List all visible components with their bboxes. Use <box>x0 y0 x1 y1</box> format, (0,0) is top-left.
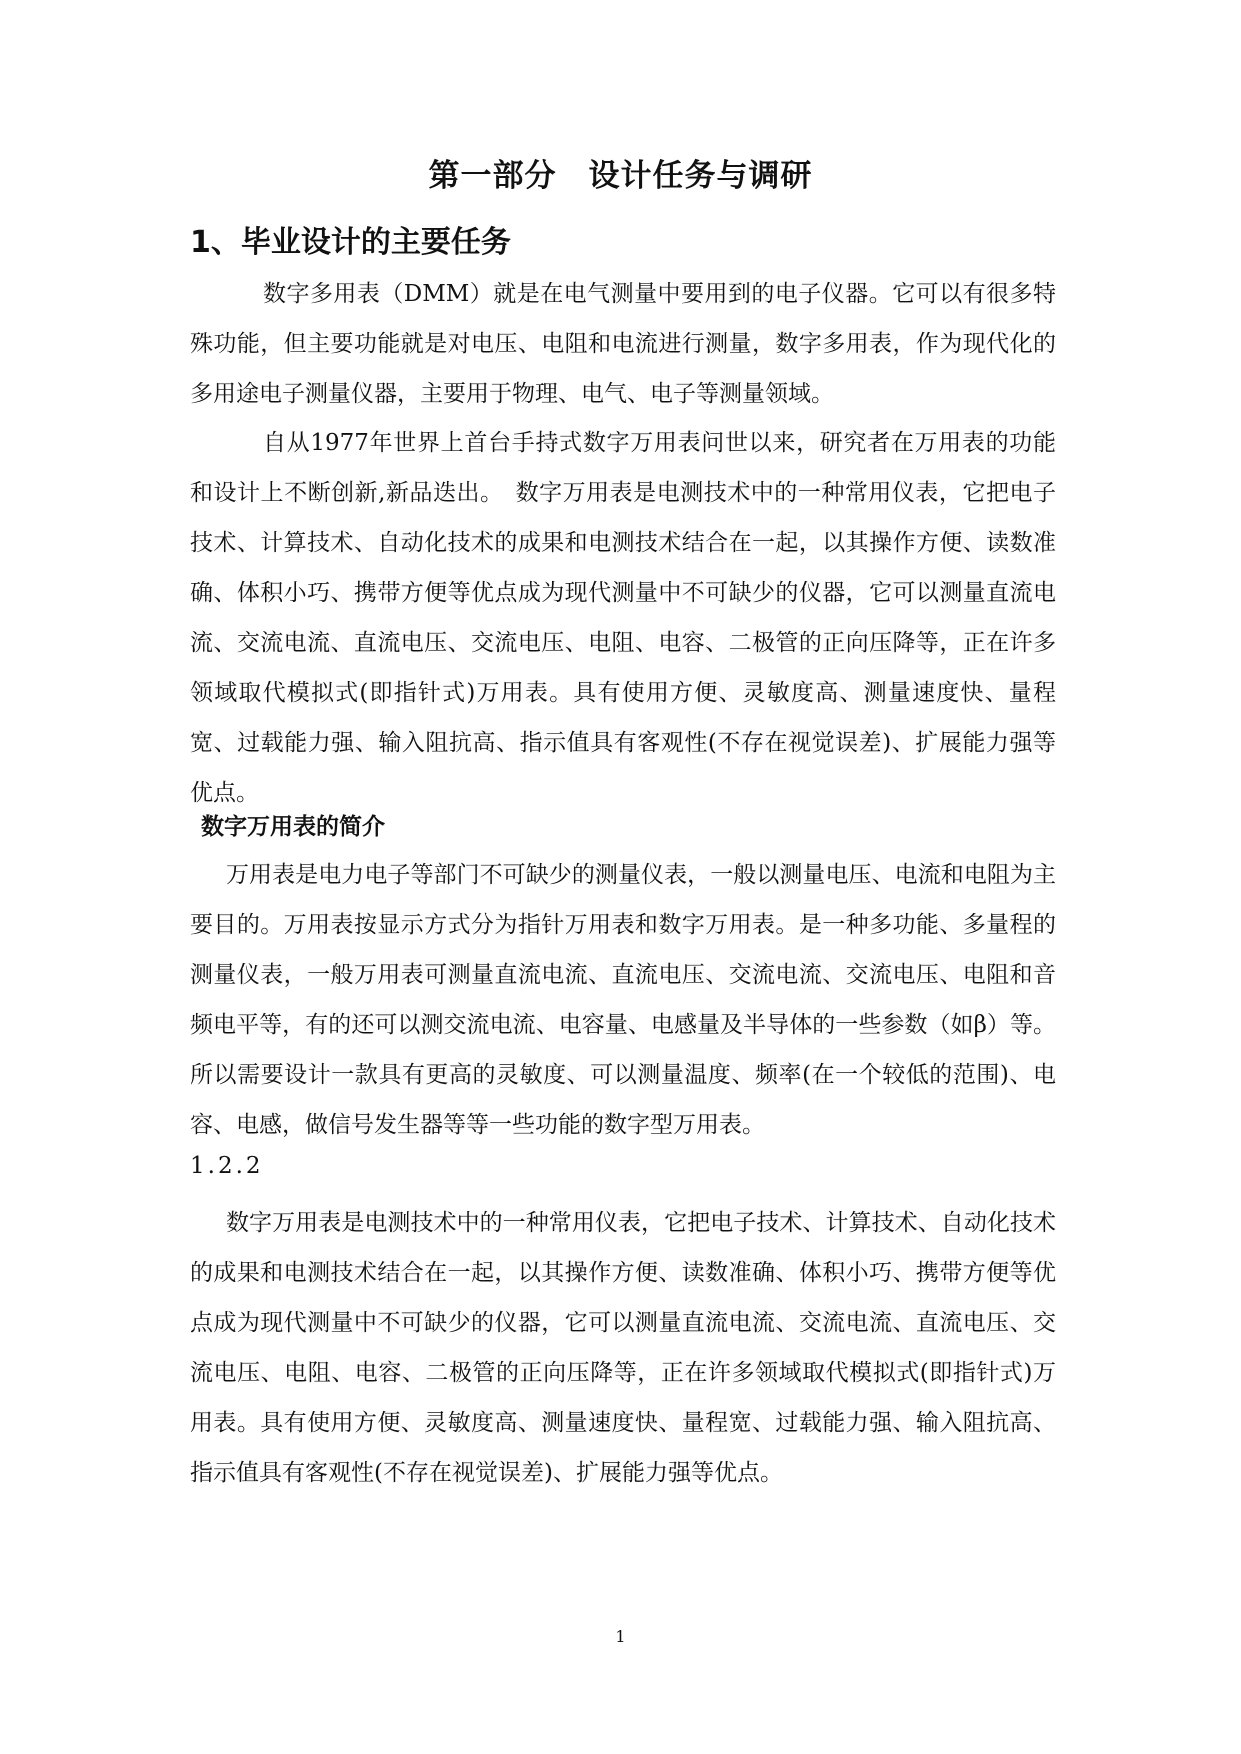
body-paragraph-multimeter-overview: 万用表是电力电子等部门不可缺少的测量仪表，一般以测量电压、电流和电阻为主要目的。万用表按显示方式分为指针万用表和数字万用表。是一种多功能、多量程的测量仪表，一般万用表可测量直流电流、直流电压、交流电流、交流电压、电阻和音频电平等，有的还可以测交流电流、电容量、电感量及半导体的一些参数（如β）等。所以需要设计一款具有更高的灵敏度、可以测量温度、频率(在一个较低的范围)、电容、电感，做信号发生器等等一些功能的数字型万用表。 <box>190 862 1056 1138</box>
body-paragraph-dmm-history: 自从1977年世界上首台手持式数字万用表问世以来，研究者在万用表的功能和设计上不断创新,新品迭出。 数字万用表是电测技术中的一种常用仪表，它把电子技术、计算技术、自动化技术的成果和电测技术结合在一起，以其操作方便、读数准确、体积小巧、携带方便等优点成为现代测量中不可缺少的仪器，它可以测量直流电流、交流电流、直流电压、交流电压、电阻、电容、二极管的正向压降等，正在许多领域取代模拟式(即指针式)万用表。具有使用方便、灵敏度高、测量速度快、量程宽、过载能力强、输入阻抗高、指示值具有客观性(不存在视觉误差)、扩展能力强等优点。 <box>190 430 1056 806</box>
subheading-dmm-overview: 数字万用表的简介 <box>201 814 385 840</box>
part-title: 第一部分 设计任务与调研 <box>428 158 813 194</box>
body-paragraph-dmm-advantages: 数字万用表是电测技术中的一种常用仪表，它把电子技术、计算技术、自动化技术的成果和电测技术结合在一起，以其操作方便、读数准确、体积小巧、携带方便等优点成为现代测量中不可缺少的仪器，它可以测量直流电流、交流电流、直流电压、交流电压、电阻、电容、二极管的正向压降等，正在许多领域取代模拟式(即指针式)万用表。具有使用方便、灵敏度高、测量速度快、量程宽、过载能力强、输入阻抗高、指示值具有客观性(不存在视觉误差)、扩展能力强等优点。 <box>190 1210 1056 1486</box>
body-paragraph-dmm-intro: 数字多用表（DMM）就是在电气测量中要用到的电子仪器。它可以有很多特殊功能，但主要功能就是对电压、电阻和电流进行测量，数字多用表，作为现代化的多用途电子测量仪器，主要用于物理、电气、电子等测量领域。 <box>190 281 1056 407</box>
numbered-heading: 1.2.2 <box>190 1153 264 1179</box>
page-number: 1 <box>615 1627 626 1646</box>
section-title: 1、毕业设计的主要任务 <box>190 225 511 260</box>
